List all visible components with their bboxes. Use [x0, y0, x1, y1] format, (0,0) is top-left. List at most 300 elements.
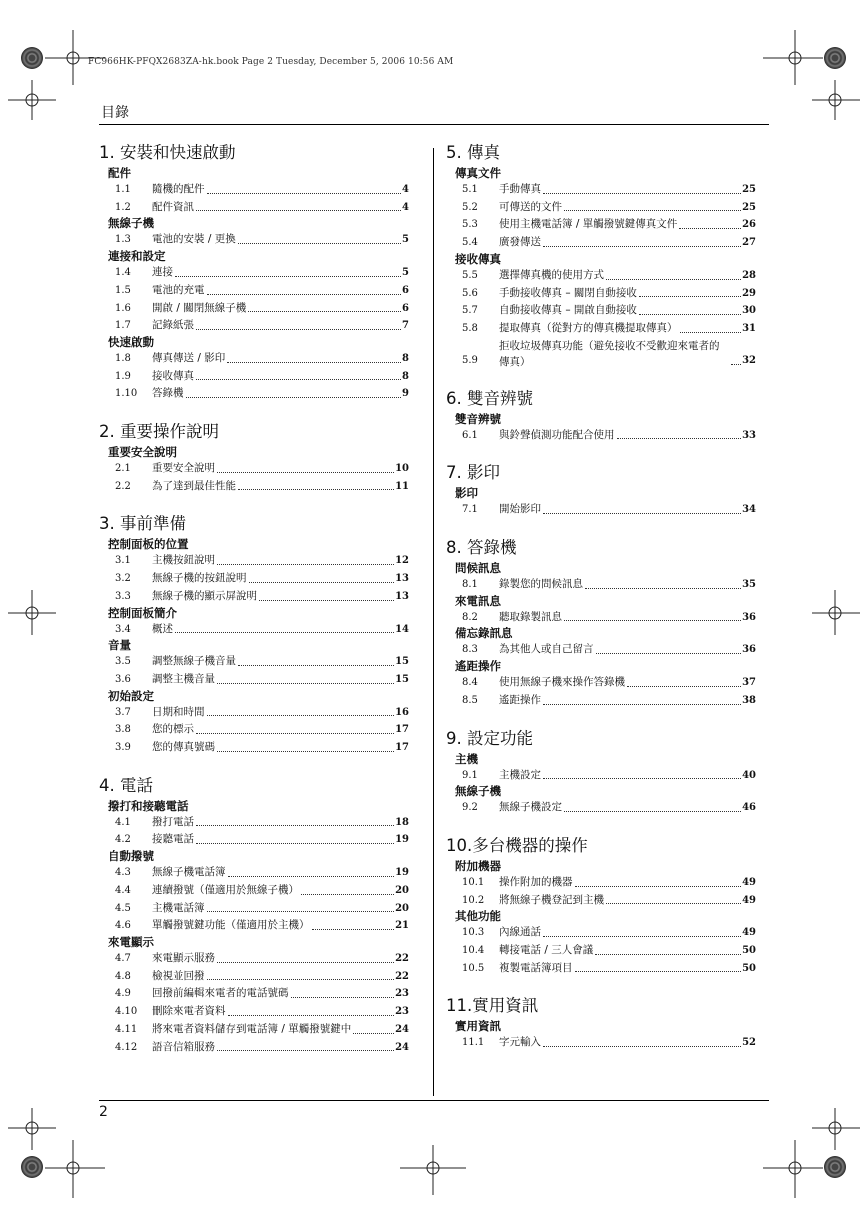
chapter-heading: 11.實用資訊: [446, 996, 539, 1016]
entry-title: 手動接收傳真 – 關閉自動接收: [499, 286, 637, 299]
entry-title: 撥打電話: [152, 815, 194, 828]
entry-title: 調整無線子機音量: [152, 655, 236, 668]
entry-number: 3.7: [115, 706, 131, 718]
entry-title: 開啟 / 關閉無線子機: [152, 301, 247, 314]
entry-number: 4.6: [115, 920, 131, 932]
entry-title: 接聽電話: [152, 833, 194, 846]
entry-page: 8: [402, 352, 409, 364]
entry-title: 記錄紙張: [152, 319, 194, 332]
book-file-line: FC966HK-PFQX2683ZA-hk.book Page 2 Tuesday, December 5, 2006 10:56 AM: [88, 57, 454, 67]
entry-page: 52: [742, 1037, 756, 1049]
entry-page: 24: [395, 1023, 409, 1035]
entry-number: 10.3: [462, 927, 485, 939]
section-heading: 音量: [108, 638, 131, 653]
toc-entry[interactable]: [99, 721, 409, 739]
entry-number: 1.9: [115, 370, 131, 382]
entry-number: 5.5: [462, 269, 478, 281]
entry-page: 20: [395, 902, 409, 914]
dot-leader: [238, 478, 394, 491]
entry-title: 主機按鈕說明: [152, 554, 215, 567]
toc-entry[interactable]: [446, 320, 756, 338]
entry-page: 49: [742, 876, 756, 888]
toc-column-left: [99, 142, 409, 1056]
entry-page: 11: [395, 480, 409, 492]
entry-page: 14: [395, 623, 409, 635]
chapter-heading: 7. 影印: [446, 463, 500, 483]
entry-number: 7.1: [462, 504, 478, 516]
dot-leader: [207, 181, 402, 194]
entry-number: 2.2: [115, 480, 131, 492]
entry-number: 4.12: [115, 1041, 138, 1053]
toc-entry[interactable]: [99, 350, 409, 368]
entry-number: 1.6: [115, 302, 131, 314]
entry-number: 10.4: [462, 945, 485, 957]
entry-number: 8.3: [462, 644, 478, 656]
dot-leader: [564, 609, 741, 622]
entry-title: 複製電話簿項目: [499, 961, 573, 974]
entry-page: 32: [742, 354, 756, 366]
section-heading: 接收傳真: [455, 251, 501, 266]
entry-title: 答錄機: [152, 387, 184, 400]
toc-entry[interactable]: [99, 739, 409, 757]
dot-leader: [353, 1021, 394, 1034]
dot-leader: [301, 882, 394, 895]
toc-entry[interactable]: [99, 917, 409, 935]
section-heading: 其他功能: [455, 909, 501, 924]
dot-leader: [207, 900, 395, 913]
dot-leader: [227, 350, 401, 363]
entry-page: 46: [742, 802, 756, 814]
entry-number: 1.4: [115, 267, 131, 279]
entry-title: 提取傳真（從對方的傳真機提取傳真）: [499, 321, 678, 334]
entry-page: 4: [402, 184, 409, 195]
dot-leader: [585, 576, 741, 589]
dot-leader: [312, 917, 395, 930]
entry-number: 4.2: [115, 834, 131, 846]
page-number: 2: [99, 1104, 108, 1120]
entry-title: 主機設定: [499, 768, 541, 781]
dot-leader: [627, 674, 741, 687]
toc-entry[interactable]: [99, 181, 409, 199]
section-heading: 問候訊息: [455, 561, 501, 576]
dot-leader: [217, 671, 394, 684]
dot-leader: [606, 892, 741, 905]
entry-number: 1.3: [115, 234, 131, 246]
entry-number: 8.2: [462, 611, 478, 623]
entry-title: 字元輸入: [499, 1036, 541, 1049]
entry-page: 20: [395, 884, 409, 896]
toc-entry[interactable]: [99, 317, 409, 335]
section-heading: 無線子機: [108, 216, 154, 231]
toc-entry[interactable]: [99, 704, 409, 722]
entry-number: 5.2: [462, 201, 478, 213]
section-heading: 控制面板簡介: [108, 605, 177, 620]
dot-leader: [543, 181, 741, 194]
dot-leader: [543, 767, 741, 780]
toc-entry[interactable]: [99, 900, 409, 918]
entry-number: 3.4: [115, 623, 131, 635]
dot-leader: [679, 216, 741, 229]
chapter-heading: 10.多台機器的操作: [446, 835, 588, 855]
entry-title: 選擇傳真機的使用方式: [499, 268, 604, 281]
dot-leader: [259, 588, 394, 601]
dot-leader: [175, 264, 401, 277]
dot-leader: [543, 692, 741, 705]
entry-number: 9.1: [462, 769, 478, 781]
dot-leader: [639, 302, 741, 315]
entry-title: 您的傳真號碼: [152, 741, 215, 754]
dot-leader: [543, 501, 741, 514]
toc-entry[interactable]: [446, 199, 756, 217]
entry-number: 3.5: [115, 656, 131, 668]
toc-entry[interactable]: [446, 609, 756, 627]
toc-entry[interactable]: [446, 181, 756, 199]
entry-number: 8.4: [462, 677, 478, 689]
entry-number: 5.3: [462, 219, 478, 231]
entry-page: 23: [395, 988, 409, 1000]
chapter-heading: 3. 事前準備: [99, 514, 186, 534]
entry-title: 無線子機電話簿: [152, 866, 226, 879]
toc-entry[interactable]: [99, 814, 409, 832]
entry-page: 25: [742, 201, 756, 213]
entry-number: 3.6: [115, 673, 131, 685]
entry-page: 33: [742, 429, 756, 441]
section-heading: 無線子機: [455, 784, 501, 799]
toc-entry[interactable]: [99, 882, 409, 900]
dot-leader: [238, 231, 401, 244]
entry-page: 5: [402, 234, 409, 246]
dot-leader: [575, 960, 742, 973]
chapter-heading: 1. 安裝和快速啟動: [99, 143, 236, 162]
entry-title: 主機電話簿: [152, 901, 205, 914]
entry-page: 18: [395, 816, 409, 828]
section-heading: 實用資訊: [455, 1019, 501, 1034]
entry-number: 4.11: [115, 1023, 138, 1035]
dot-leader: [543, 924, 741, 937]
entry-number: 1.2: [115, 201, 131, 213]
toc-entry[interactable]: [99, 460, 409, 478]
entry-page: 49: [742, 927, 756, 939]
toc-entry[interactable]: [446, 892, 756, 910]
entry-page: 6: [402, 302, 409, 314]
dot-leader: [228, 1003, 395, 1016]
dot-leader: [291, 985, 395, 998]
entry-title: 您的標示: [152, 723, 194, 736]
entry-page: 16: [395, 706, 409, 718]
dot-leader: [238, 653, 394, 666]
toc-entry[interactable]: [99, 831, 409, 849]
toc-entry[interactable]: [99, 199, 409, 217]
entry-number: 2.1: [115, 463, 131, 475]
section-heading: 備忘錄訊息: [455, 626, 513, 641]
entry-page: 7: [402, 320, 409, 332]
entry-number: 3.2: [115, 573, 131, 585]
page-header-title: 目錄: [101, 105, 129, 121]
entry-page: 22: [395, 970, 409, 982]
entry-title: 概述: [152, 622, 173, 635]
entry-page: 36: [742, 644, 756, 656]
entry-page: 13: [395, 590, 409, 602]
entry-number: 5.6: [462, 287, 478, 299]
header-rule: [99, 124, 769, 125]
toc-entry[interactable]: [99, 264, 409, 282]
chapter-heading: 9. 設定功能: [446, 728, 533, 748]
entry-page: 28: [742, 269, 756, 281]
toc-entry[interactable]: [99, 570, 409, 588]
entry-number: 9.2: [462, 802, 478, 814]
dot-leader: [196, 199, 401, 212]
toc-entry[interactable]: [446, 216, 756, 234]
entry-page: 15: [395, 673, 409, 685]
entry-page: 30: [742, 305, 756, 317]
entry-number: 5.1: [462, 184, 478, 195]
toc-entry[interactable]: [99, 968, 409, 986]
entry-number: 4.9: [115, 988, 131, 1000]
entry-title: 連續撥號（僅適用於無線子機）: [152, 883, 299, 896]
dot-leader: [595, 942, 741, 955]
entry-title: 手動傳真: [499, 183, 541, 195]
entry-title: 與鈴聲偵測功能配合使用: [499, 428, 615, 441]
section-heading: 配件: [108, 166, 131, 180]
entry-title: 廣發傳送: [499, 236, 541, 249]
toc-entry[interactable]: [446, 799, 756, 817]
toc-entry[interactable]: [99, 671, 409, 689]
toc-entry[interactable]: [446, 641, 756, 659]
toc-entry[interactable]: [446, 234, 756, 252]
entry-number: 10.1: [462, 876, 485, 888]
entry-title: 單觸撥號鍵功能（僅適用於主機）: [152, 919, 310, 932]
entry-title: 刪除來電者資料: [152, 1005, 226, 1018]
chapter-heading: 5. 傳真: [446, 143, 500, 162]
dot-leader: [196, 368, 401, 381]
entry-title: 無線子機的顯示屏說明: [152, 589, 257, 602]
toc-entry[interactable]: [99, 985, 409, 1003]
toc-entry[interactable]: [446, 942, 756, 960]
entry-title: 自動接收傳真 – 開啟自動接收: [499, 304, 637, 317]
dot-leader: [217, 739, 394, 752]
entry-page: 50: [742, 962, 756, 974]
entry-title: 連接: [152, 266, 173, 279]
entry-page: 25: [742, 184, 756, 195]
dot-leader: [207, 704, 395, 717]
chapter-heading: 8. 答錄機: [446, 538, 517, 558]
entry-page: 6: [402, 284, 409, 296]
section-heading: 雙音辨號: [455, 411, 501, 426]
entry-title: 轉接電話 / 三人會議: [499, 944, 594, 957]
entry-number: 4.3: [115, 867, 131, 879]
entry-number: 5.9: [462, 354, 478, 366]
entry-title: 傳真傳送 / 影印: [152, 351, 226, 364]
toc-entry[interactable]: [446, 338, 756, 370]
toc-entry[interactable]: [446, 576, 756, 594]
toc-entry[interactable]: [99, 368, 409, 386]
section-heading: 快速啟動: [108, 334, 154, 349]
dot-leader: [249, 570, 395, 583]
entry-number: 5.4: [462, 237, 478, 249]
entry-page: 37: [742, 677, 756, 689]
dot-leader: [217, 460, 394, 473]
entry-title: 將來電者資料儲存到電話簿 / 單觸撥號鍵中: [152, 1022, 352, 1035]
toc-entry[interactable]: [446, 501, 756, 519]
entry-title: 語音信箱服務: [152, 1040, 215, 1053]
section-heading: 控制面板的位置: [108, 537, 189, 552]
entry-number: 8.1: [462, 579, 478, 591]
toc-entry[interactable]: [99, 385, 409, 403]
dot-leader: [564, 199, 741, 212]
toc-entry[interactable]: [99, 1039, 409, 1057]
entry-page: 34: [742, 504, 756, 516]
dot-leader: [248, 300, 401, 313]
toc-entry[interactable]: [446, 1034, 756, 1052]
footer-rule: [99, 1100, 769, 1101]
entry-number: 5.7: [462, 305, 478, 317]
entry-page: 15: [395, 656, 409, 668]
dot-leader: [186, 385, 402, 398]
entry-title: 拒收垃圾傳真功能（避免接收不受歡迎來電者的傳真）: [499, 339, 720, 368]
entry-number: 4.1: [115, 816, 131, 828]
toc-column-right: [446, 142, 756, 1052]
toc-entry[interactable]: [446, 767, 756, 785]
entry-number: 4.5: [115, 902, 131, 914]
entry-title: 為了達到最佳性能: [152, 479, 236, 492]
chapter-heading: 2. 重要操作說明: [99, 422, 219, 442]
toc-entry[interactable]: [446, 960, 756, 978]
entry-title: 將無線子機登記到主機: [499, 893, 604, 906]
section-heading: 連接和設定: [108, 249, 166, 264]
dot-leader: [196, 831, 394, 844]
entry-title: 為其他人或自己留言: [499, 643, 594, 656]
dot-leader: [731, 364, 741, 365]
dot-leader: [228, 864, 395, 877]
dot-leader: [196, 814, 394, 827]
entry-number: 1.10: [115, 388, 138, 400]
entry-title: 使用無線子機來操作答錄機: [499, 676, 625, 689]
toc-entry[interactable]: [99, 1003, 409, 1021]
entry-number: 6.1: [462, 429, 478, 441]
dot-leader: [639, 285, 741, 298]
toc-entry[interactable]: [446, 924, 756, 942]
entry-number: 1.5: [115, 284, 131, 296]
entry-number: 4.7: [115, 952, 131, 964]
toc-entry[interactable]: [446, 692, 756, 710]
dot-leader: [606, 267, 741, 280]
dot-leader: [543, 1034, 741, 1047]
entry-number: 8.5: [462, 694, 478, 706]
entry-number: 1.1: [115, 184, 131, 195]
entry-title: 無線子機設定: [499, 801, 562, 814]
entry-page: 19: [395, 867, 409, 879]
entry-number: 3.3: [115, 590, 131, 602]
entry-number: 1.8: [115, 352, 131, 364]
toc-entry[interactable]: [446, 674, 756, 692]
entry-number: 4.8: [115, 970, 131, 982]
section-heading: 來電訊息: [455, 593, 501, 608]
entry-page: 9: [402, 388, 409, 400]
entry-title: 可傳送的文件: [499, 200, 562, 213]
section-heading: 主機: [455, 751, 478, 766]
entry-title: 聽取錄製訊息: [499, 610, 562, 623]
entry-number: 4.10: [115, 1006, 138, 1018]
entry-number: 4.4: [115, 884, 131, 896]
dot-leader: [575, 874, 742, 887]
entry-number: 10.5: [462, 962, 485, 974]
entry-title: 電池的安裝 / 更換: [152, 233, 236, 246]
dot-leader: [217, 1039, 394, 1052]
dot-leader: [680, 320, 742, 333]
dot-leader: [175, 621, 394, 634]
toc-entry[interactable]: [99, 300, 409, 318]
dot-leader: [207, 968, 395, 981]
entry-number: 5.8: [462, 322, 478, 334]
entry-page: 31: [742, 322, 756, 334]
toc-entry[interactable]: [99, 864, 409, 882]
entry-title: 電池的充電: [152, 283, 205, 296]
entry-number: 3.9: [115, 742, 131, 754]
entry-title: 使用主機電話簿 / 單觸撥號鍵傳真文件: [499, 218, 678, 231]
toc-entry[interactable]: [446, 427, 756, 445]
entry-title: 接收傳真: [152, 369, 194, 382]
section-heading: 撥打和接聽電話: [108, 798, 189, 813]
entry-number: 11.1: [462, 1037, 485, 1049]
entry-title: 檢視並回撥: [152, 969, 205, 982]
section-heading: 影印: [455, 486, 478, 501]
entry-title: 回撥前編輯來電者的電話號碼: [152, 987, 289, 1000]
entry-page: 19: [395, 834, 409, 846]
chapter-heading: 6. 雙音辨號: [446, 388, 533, 408]
dot-leader: [596, 641, 742, 654]
toc-entry[interactable]: [446, 302, 756, 320]
toc-entry[interactable]: [446, 267, 756, 285]
section-heading: 傳真文件: [455, 166, 501, 180]
entry-title: 操作附加的機器: [499, 875, 573, 888]
toc-entry[interactable]: [99, 231, 409, 249]
entry-title: 無線子機的按鈕說明: [152, 572, 247, 585]
dot-leader: [564, 799, 741, 812]
chapter-heading: 4. 電話: [99, 775, 153, 795]
toc-entry[interactable]: [99, 621, 409, 639]
entry-page: 38: [742, 694, 756, 706]
entry-number: 3.8: [115, 724, 131, 736]
entry-title: 來電顯示服務: [152, 951, 215, 964]
entry-page: 27: [742, 237, 756, 249]
toc-entry[interactable]: [99, 478, 409, 496]
entry-page: 22: [395, 952, 409, 964]
toc-entry[interactable]: [99, 588, 409, 606]
toc-entry[interactable]: [446, 874, 756, 892]
entry-page: 36: [742, 611, 756, 623]
dot-leader: [207, 282, 402, 295]
entry-title: 重要安全說明: [152, 462, 215, 475]
toc-entry[interactable]: [99, 282, 409, 300]
entry-number: 10.2: [462, 894, 485, 906]
entry-page: 40: [742, 769, 756, 781]
entry-page: 23: [395, 1006, 409, 1018]
entry-page: 12: [395, 555, 409, 567]
entry-page: 17: [395, 724, 409, 736]
toc-entry[interactable]: [99, 552, 409, 570]
dot-leader: [217, 552, 394, 565]
toc-entry[interactable]: [99, 1021, 409, 1039]
toc-entry[interactable]: [99, 950, 409, 968]
toc-entry[interactable]: [99, 653, 409, 671]
section-heading: 重要安全說明: [108, 445, 177, 460]
dot-leader: [196, 317, 401, 330]
entry-title: 隨機的配件: [152, 183, 205, 195]
entry-page: 8: [402, 370, 409, 382]
entry-page: 35: [742, 579, 756, 591]
entry-number: 3.1: [115, 555, 131, 567]
toc-entry[interactable]: [446, 285, 756, 303]
